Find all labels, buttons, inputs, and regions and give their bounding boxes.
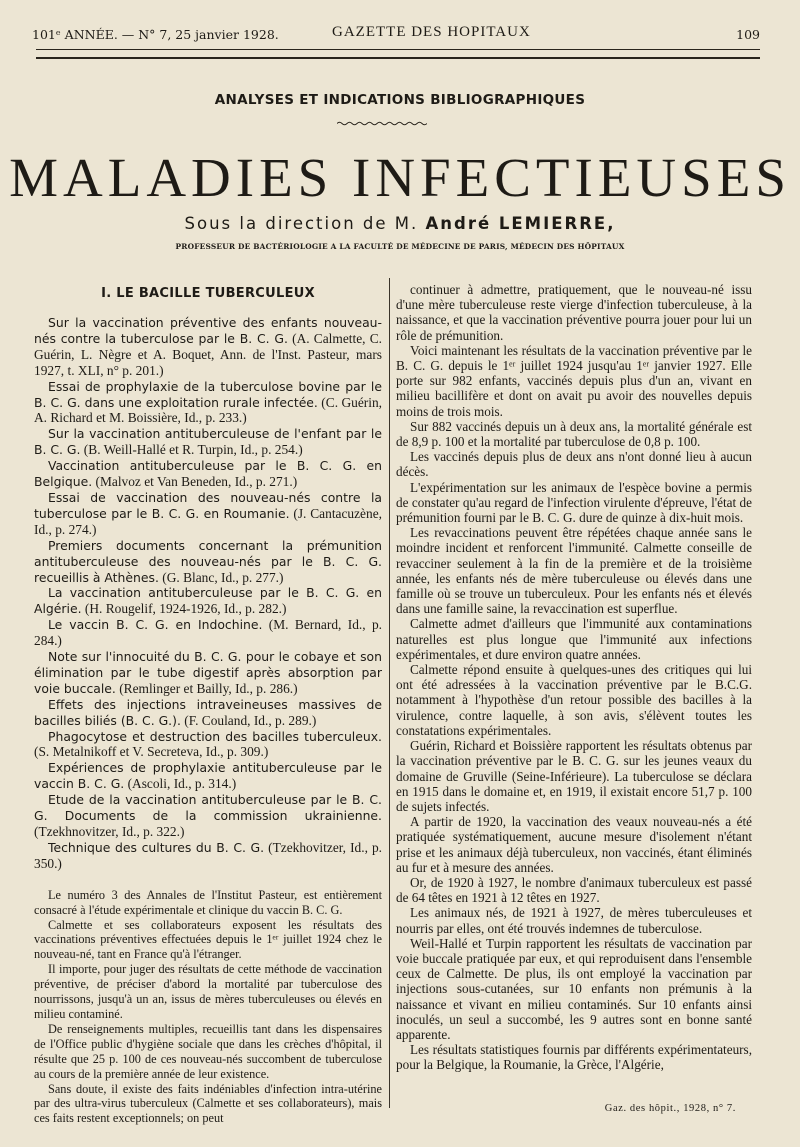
reference-title: Essai de vaccination des nouveau-nés contre la tuberculose par le B. C. G. en Roumanie. [34, 489, 382, 521]
reference-item [34, 458, 382, 490]
running-header [32, 24, 760, 46]
reference-citation: (J. Cantacuzène, Id., p. 274.) [34, 505, 382, 537]
reference-citation: (A. Calmette, C. Guérin, L. Nègre et A. Boquet, Ann. de l'Inst. Pasteur, mars 1927, t. XLI, n° p. 201.) [34, 330, 382, 378]
paragraph: Voici maintenant les résultats de la vaccination préventive par le B. C. G. depuis le 1ᵉʳ juillet 1924 jusqu'au 1ᵉʳ janvier 1927. Elle porte sur 982 enfants, vaccinés depuis plus d'un an, vivant en milieu bacillifère et dont on avait pu avoir des nouvelles depuis moins de trois mois. [396, 342, 752, 419]
reference-item [34, 490, 382, 538]
paragraph: Les animaux nés, de 1921 à 1927, de mères tuberculeuses et nourris par elles, ont été trouvés indemnes de tuberculose. [396, 905, 752, 936]
paragraph: Les vaccinés depuis plus de deux ans n'ont donné lieu à aucun décès. [396, 449, 752, 480]
reference-citation: (Remlinger et Bailly, Id., p. 286.) [115, 680, 298, 696]
editor-affiliation: PROFESSEUR DE BACTÉRIOLOGIE A LA FACULTÉ DE MÉDECINE DE PARIS, MÉDECIN DES HÔPITAUX [175, 242, 625, 251]
paragraph: Calmette et ses collaborateurs exposent les résultats des vaccinations préventives effectuées depuis le 1ᵉʳ juillet 1924 chez le nouveau-né, tant en France qu'à l'étranger. [34, 917, 382, 962]
paragraph: Sans doute, il existe des faits indéniables d'infection intra-utérine par des ultra-virus tuberculeux (Calmette et ses collaborateurs), mais ces faits restent exceptionnels; on peut [34, 1081, 382, 1126]
reference-item [34, 729, 382, 761]
reference-title: Expériences de prophylaxie antituberculeuse par le vaccin B. C. G. [34, 760, 382, 792]
paragraph: continuer à admettre, pratiquement, que le nouveau-né issu d'une mère tuberculeuse reste vierge d'infection tuberculeuse, à la naissance, et que la vaccination préventive pourra jouer pour lui un rôle de prémunition. [396, 282, 752, 343]
chapter-title: I. LE BACILLE TUBERCULEUX [101, 286, 315, 301]
reference-title: Vaccination antituberculeuse par le B. C. G. en Belgique. [34, 458, 382, 490]
reference-citation: (F. Couland, Id., p. 289.) [180, 712, 317, 728]
paragraph: Il importe, pour juger des résultats de cette méthode de vaccination préventive, de préciser d'abord la mortalité par tuberculose des nourrissons, jusqu'à un an, issus de mères tuberculeuses ou élevés en milieu contaminé. [34, 962, 382, 1021]
reference-title: Essai de prophylaxie de la tuberculose bovine par le B. C. G. dans une exploitation rurale infectée. [34, 378, 382, 410]
right-body-text [396, 282, 752, 1073]
reference-item [34, 840, 382, 872]
reference-item [34, 760, 382, 792]
editor-name: André LEMIERRE, [425, 214, 616, 233]
reference-title: Sur la vaccination préventive des enfants nouveau-nés contre la tuberculose par le B. C. G. [34, 315, 382, 346]
paragraph: De renseignements multiples, recueillis tant dans les dispensaires de l'Office public d'hygiène sociale que dans les crèches d'hôpital, il résulte que 25 p. 100 de ces nouveau-nés succombent de tuberculose au cours de la première année de leur existence. [34, 1021, 382, 1081]
reference-item [34, 697, 382, 729]
reference-title: Etude de la vaccination antituberculeuse par le B. C. G. Documents de la commission ukrainienne. [34, 792, 382, 824]
reference-title: La vaccination antituberculeuse par le B. C. G. en Algérie. [34, 585, 382, 617]
reference-citation: (Tzekhnovitzer, Id., p. 322.) [34, 824, 185, 839]
paragraph: Or, de 1920 à 1927, le nombre d'animaux tuberculeux est passé de 64 têtes en 1921 à 12 têtes en 1927. [396, 874, 752, 906]
paragraph: Calmette répond ensuite à quelques-unes des critiques qui lui ont été adressées à la vaccination préventive par le B.C.G. notamment à l'hypothèse d'un retour possible des bacilles à la virulence, contre laquelle, à son avis, s'élèvent toutes les constatations expérimentales. [396, 662, 752, 738]
paragraph: Les revaccinations peuvent être répétées chaque année sans le moindre incident et renforcent l'immunité. Calmette conseille de revacciner seulement à la fin de la première et de la troisième année, les enfants nés de mère tuberculeuse ou élevés dans une famille où se trouve un tuberculeux. Pour les enfants nés et élevés dans une famille saine, la revaccination est superflue. [396, 525, 752, 617]
paragraph: Weil-Hallé et Turpin rapportent les résultats de vaccination par voie buccale pratiquée par eux, et qui reproduisent dans l'ensemble ceux de Calmette. De plus, ils ont employé la vaccination par injections sous-cutanées, sur 10 enfants non prémunis à la naissance et vivant en milieu contaminés. Sur 10 enfants ainsi inoculés, un seul a succombé, les 9 autres sont en bonne santé apparente. [396, 935, 752, 1042]
paragraph: A partir de 1920, la vaccination des veaux nouveau-nés a été pratiquée systématiquement, aucune mesure d'isolement n'étant prise et les animaux déjà tuberculeux, non vaccinés, étant éliminés au fur et à mesure des années. [396, 814, 752, 875]
reference-list [34, 315, 382, 872]
section-heading: ANALYSES ET INDICATIONS BIBLIOGRAPHIQUES [214, 92, 586, 108]
reference-citation: (G. Blanc, Id., p. 277.) [158, 569, 284, 585]
reference-item [34, 792, 382, 840]
editor-prefix: Sous la direction de M. [184, 214, 426, 233]
wavy-ornament [337, 121, 427, 126]
reference-citation: (Ascoli, Id., p. 314.) [124, 776, 237, 792]
reference-item [34, 379, 382, 427]
paragraph: Guérin, Richard et Boissière rapportent les résultats obtenus par la vaccination préventive par le B. C. G. sur les jeunes veaux du domaine de Gruville (Seine-Inférieure). La tuberculose se déclara en 1915 dans le domaine et, en 1919, il existait encore 51,7 p. 100 de sujets infectés. [396, 738, 752, 814]
reference-title: Technique des cultures du B. C. G. [48, 839, 265, 855]
paragraph: Les résultats statistiques fournis par différents expérimentateurs, pour la Belgique, la Roumanie, la Grèce, l'Algérie, [396, 1042, 752, 1073]
paragraph: Le numéro 3 des Annales de l'Institut Pasteur, est entièrement consacré à l'étude expérimentale et clinique du vaccin B. C. G. [34, 887, 382, 917]
reference-title: Sur la vaccination antituberculeuse de l'enfant par le B. C. G. [34, 426, 382, 458]
reference-citation: (H. Rougelif, 1924-1926, Id., p. 282.) [81, 601, 287, 617]
reference-item [34, 538, 382, 586]
reference-item [34, 426, 382, 458]
reference-citation: (S. Metalnikoff et V. Secreteva, Id., p. 309.) [34, 744, 269, 760]
reference-item [34, 315, 382, 379]
header-rule [36, 49, 760, 50]
reference-title: Le vaccin B. C. G. en Indochine. [48, 617, 263, 633]
right-column [396, 282, 752, 1073]
page-number: 109 [736, 27, 760, 42]
column-divider [389, 278, 390, 1108]
reference-item [34, 585, 382, 617]
reference-citation: (M. Bernard, Id., p. 284.) [34, 617, 382, 649]
reference-citation: (Malvoz et Van Beneden, Id., p. 271.) [92, 474, 298, 490]
issue-info: 101ᵉ ANNÉE. — N° 7, 25 janvier 1928. [32, 27, 279, 42]
reference-item [34, 617, 382, 649]
paragraph: L'expérimentation sur les animaux de l'espèce bovine a permis de constater qu'au regard de l'infection virulente d'épreuve, l'état de prémunition fourni par le B. C. G. dure de quinze à dix-huit mois. [396, 479, 752, 526]
reference-title: Phagocytose et destruction des bacilles tuberculeux. [48, 728, 382, 744]
journal-title: GAZETTE DES HOPITAUX [332, 24, 531, 40]
reference-title: Effets des injections intraveineuses massives de bacilles biliés (B. C. G.). [34, 696, 382, 728]
left-body-text [34, 888, 382, 1127]
reference-item [34, 649, 382, 697]
header-rule-double [36, 57, 760, 59]
reference-citation: (Tzekhovitzer, Id., p. 350.) [34, 839, 382, 871]
reference-title: Note sur l'innocuité du B. C. G. pour le cobaye et son élimination par le tube digestif après absorption par voie buccale. [34, 649, 382, 696]
page-title: MALADIES INFECTIEUSES [9, 147, 791, 208]
reference-citation: (C. Guérin, A. Richard et M. Boissière, Id., p. 233.) [34, 394, 382, 426]
footer-citation: Gaz. des hôpit., 1928, n° 7. [604, 1103, 736, 1114]
editor-line [0, 214, 800, 233]
reference-title: Premiers documents concernant la prémunition antituberculeuse des nouveau-nés par le B. C. G. recueillis à Athènes. [34, 537, 382, 585]
paragraph: Calmette admet d'ailleurs que l'immunité aux contaminations naturelles est plus longue que l'immunité aux infections expérimentales, et dure environ quatre années. [396, 616, 752, 662]
left-column [34, 282, 382, 1126]
paragraph: Sur 882 vaccinés depuis un à deux ans, la mortalité générale est de 8,9 p. 100 et la mortalité par tuberculose de 0,8 p. 100. [396, 418, 752, 450]
reference-citation: (B. Weill-Hallé et R. Turpin, Id., p. 254.) [80, 442, 303, 458]
